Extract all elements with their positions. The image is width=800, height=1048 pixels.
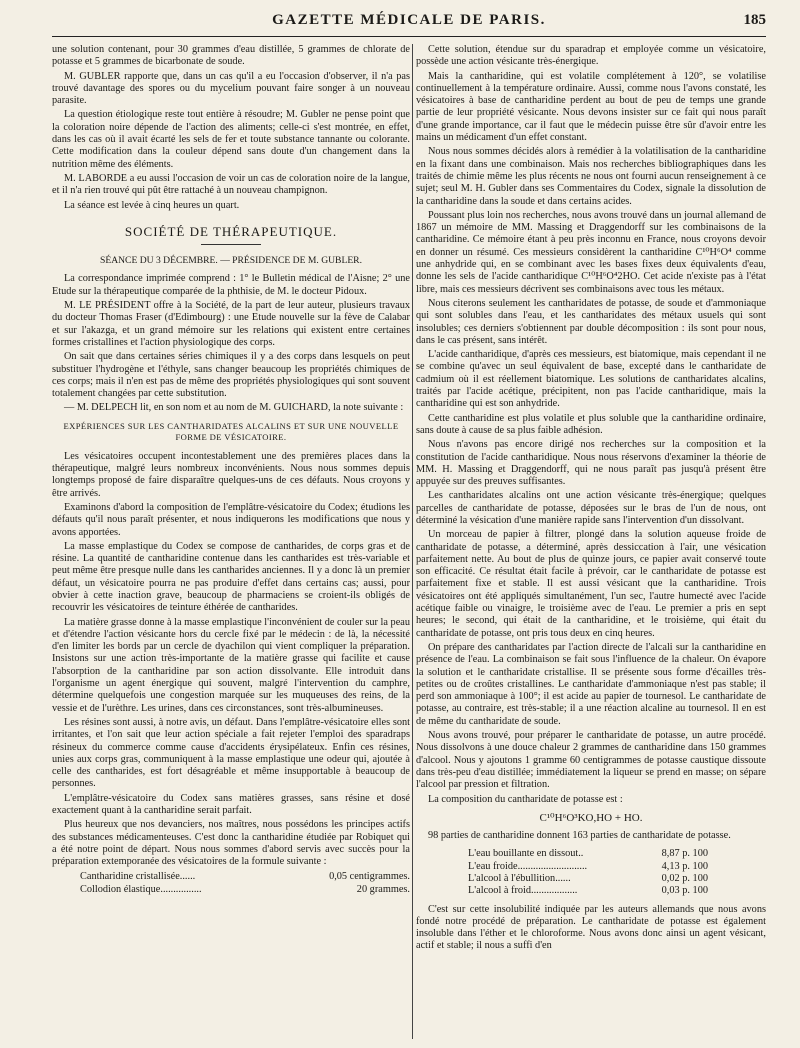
session-heading: SÉANCE DU 3 DÉCEMBRE. — PRÉSIDENCE DE M. GUBLER.: [100, 255, 362, 267]
paragraph: La composition du cantharidate de potasse est :: [428, 793, 623, 805]
paragraph: Mais la cantharidine, qui est volatile complétement à 120°, se volatilise continuellement à la température ordinaire. Aussi, comme nous l'avons constaté, les vésicatoires à base de cantharidine perdent au bout de peu de temps une grande partie de leur propriété vésicante. Nous devons insister sur ce fait qui nous paraît d'une grande importance, car il faut que le médecin puisse être sûr d'avoir entre les mains un médicament d'un effet constant.: [416, 70, 766, 144]
paragraph: Nous avons trouvé, pour préparer le cantharidate de potasse, un autre procédé. Nous dissolvons à une douce chaleur 2 grammes de cantharidine dans 150 grammes d'alcool. Nous y ajoutons 1 gramme 60 centigrammes de potasse caustique dissoute dans très-peu d'eau distillée; immédiatement la liqueur se prend en masse; on sépare l'alcool par pression et filtration.: [416, 730, 766, 791]
paragraph: On sait que dans certaines séries chimiques il y a des corps dans lesquels on peut substituer l'hydrogène et l'éthyle, sans changer beaucoup les propriétés chimiques de ces corps; mais il n'en est pas de même des propriétés physiologiques qui sont souvent totalement changées par cette substitution.: [52, 351, 410, 400]
formula-quantity: 20 grammes.: [356, 883, 410, 895]
running-title: GAZETTE MÉDICALE DE PARIS.: [272, 12, 546, 28]
paragraph: une solution contenant, pour 30 grammes d'eau distillée, 5 grammes de chlorate de potasse et 5 grammes de bicarbonate de soude.: [52, 44, 410, 68]
section-title: SOCIÉTÉ DE THÉRAPEUTIQUE.: [124, 223, 338, 239]
paragraph: Cette solution, étendue sur du sparadrap et employée comme un vésicatoire, possède une action vésicante très-énergique.: [416, 44, 766, 68]
paragraph: M. LE PRÉSIDENT offre à la Société, de la part de leur auteur, plusieurs travaux du docteur Thomas Fraser (d'Edimbourg) : une Etude nouvelle sur la fève de Calabar et sur l'akazga, et un grand mémoire sur les relations qui existent entre certaines formes cristallines et l'action physiologique des corps.: [52, 300, 410, 348]
left-column: [52, 44, 410, 1039]
page-header: [52, 10, 766, 37]
formula-ingredient: Collodion élastique................: [80, 883, 202, 895]
formula-row: [80, 884, 410, 896]
paragraph: M. LABORDE a eu aussi l'occasion de voir un cas de coloration noire de la langue, et il n'a rien trouvé qui pût être rattaché à un nouveau champignon.: [52, 172, 410, 197]
solvent-label: L'eau bouillante en dissout..: [468, 848, 584, 860]
article-title: EXPÉRIENCES SUR LES CANTHARIDATES ALCALINS ET SUR UNE NOUVELLE FORME DE VÉSICATOIRE.: [63, 420, 399, 442]
paragraph: La question étiologique reste tout entière à résoudre; M. Gubler ne pense point que la coloration noire dépende de l'action des aliments; celle-ci s'est montrée, en effet, dans les cas où il avait écarté les sels de fer et toute substance tannante ou colorante. Cette modification dans la couleur dépend sans doute d'un changement dans la nutrition même des éléments.: [52, 109, 410, 170]
paragraph: Poussant plus loin nos recherches, nous avons trouvé dans un journal allemand de 1867 un mémoire de MM. Massing et Draggendorff sur les combinaisons de la cantharidine. Ce mémoire étant à peu près inconnu en France, nous croyons devoir en donner un résumé. Ces messieurs considèrent la cantharidine C¹⁰H⁶O⁴ comme une anhydride qui, en se combinant avec les bases fixes deux équivalents d'eau, donne les sels de l'acide cantharidique C¹⁰H⁶O⁴2HO. Cet acide n'existe pas à l'état libre, mais ces messieurs décrivent ses combinaisons avec tous les métaux.: [416, 209, 766, 295]
solubility-row: [468, 873, 708, 885]
solvent-label: L'alcool à froid..................: [468, 885, 578, 897]
paragraph: Cette cantharidine est plus volatile et plus soluble que la cantharidine ordinaire, sans doute à cause de sa plus faible adhésion.: [416, 412, 766, 436]
formula-row: [80, 871, 410, 883]
paragraph: L'emplâtre-vésicatoire du Codex sans matières grasses, sans résine et dosé exactement quant à la cantharidine serait parfait.: [52, 792, 410, 817]
paragraph: Nous citerons seulement les cantharidates de potasse, de soude et d'ammoniaque qui sont solubles dans l'eau, et les cantharidates des métaux usuels qui sont insolubles; ces derniers s'obtiennent par double décomposition : ils sont pour nous, dans le cas présent, sans intérêt.: [416, 297, 766, 346]
solubility-row: [468, 861, 708, 873]
formula-quantity: 0,05 centigrammes.: [329, 870, 410, 882]
chemical-formula: C¹⁰H⁶O³KO,HO + HO.: [539, 811, 643, 824]
paragraph: On prépare des cantharidates par l'action directe de l'alcali sur la cantharidine en présence de l'eau. La combinaison se fait sous l'influence de la chaleur. On évapore la solution et le cantharidate cristallise. Il se présente sous forme d'écailles très-petites ou de croûtes cristallines. Le cantharidate d'ammoniaque n'est pas stable; il perd son ammoniaque à 100°; il est acide au papier de tournesol. Le cantharidate de potasse, au contraire, est très-stable; il a une réaction alcaline au tournesol. Il en est de même du cantharidate de soude.: [416, 641, 766, 727]
solvent-label: L'alcool à l'ébullition......: [468, 873, 571, 884]
paragraph: Les résines sont aussi, à notre avis, un défaut. Dans l'emplâtre-vésicatoire elles sont irritantes, et l'on sait que leur action spéciale a fait rejeter l'emploi des sparadraps résineux du commerce comme cause d'accidents érysipélateux. Enfin ces résines, unies aux corps gras, communiquent à la masse emplastique une odeur qui, ajoutée à celle des cantharides, est fort désagréable et même insupportable à beaucoup de personnes.: [52, 716, 410, 790]
paragraph: Les cantharidates alcalins ont une action vésicante très-énergique; quelques parcelles de cantharidate de potasse, déposées sur le bras de l'un de nous, ont déterminé la vésication d'une manière rapide sans l'intervention d'un dissolvant.: [416, 490, 766, 526]
formula-ingredient: Cantharidine cristallisée......: [80, 870, 196, 882]
paragraph: — M. DELPECH lit, en son nom et au nom de M. GUICHARD, la note suivante :: [64, 402, 404, 414]
solubility-row: [468, 848, 708, 860]
paragraph: Les vésicatoires occupent incontestablement une des premières places dans la thérapeutique, malgré leurs nombreux inconvénients. Nous nous sommes depuis longtemps proposé de faire disparaître quelques-uns de ces défauts. Nous croyons y être arrivés.: [52, 450, 410, 499]
solubility-value: 8,87 p. 100: [661, 848, 708, 860]
paragraph: La correspondance imprimée comprend : 1° le Bulletin médical de l'Aisne; 2° une Etude sur la thérapeutique comparée de la phthisie, de M. le docteur Pidoux.: [52, 273, 410, 297]
solubility-value: 0,03 p. 100: [661, 885, 708, 897]
solubility-value: 4,13 p. 100: [661, 860, 708, 872]
paragraph: Nous nous sommes décidés alors à remédier à la volatilisation de la cantharidine en la fixant dans une combinaison. Mais nos recherches bibliographiques dans les traités de chimie même les plus récents ne nous ont fourni aucun renseignement à ce sujet; seul M. H. Gubler dans ses Commentaires du Codex, signale la dissolution de la cantharidine dans la soude et dans certains acides.: [416, 146, 766, 207]
paragraph: Nous n'avons pas encore dirigé nos recherches sur la composition et la constitution de l'acide cantharidique. Nous nous réservons d'examiner la théorie de MM. H. Massing et Draggendorff, qui ne nous paraît pas jusqu'à présent être appuyée sur des preuves suffisantes.: [416, 439, 766, 488]
section-rule: [201, 244, 261, 245]
paragraph: C'est sur cette insolubilité indiquée par les auteurs allemands que nous avons fondé notre procédé de préparation. Le cantharidate de potasse est également insoluble dans l'éther et le chloroforme. Nous avons donc ainsi un agent vésicant, actif et stable; il nous a suffi d'en: [416, 903, 766, 952]
paragraph: La séance est levée à cinq heures un quart.: [64, 199, 240, 211]
right-column: [416, 44, 766, 1039]
solubility-row: [468, 885, 708, 897]
paragraph: M. GUBLER rapporte que, dans un cas qu'il a eu l'occasion d'observer, il n'a pas trouvé davantage des spores ou du mycelium pouvant faire songer à un nouveau parasite.: [52, 70, 410, 107]
paragraph: L'acide cantharidique, d'après ces messieurs, est biatomique, mais cependant il ne se combine qu'avec un seul équivalent de base, excepté dans le cantharidate de cadmium où il est réellement biatomique. Les solutions de cantharidates alcalins, traités par l'acide acétique, précipitent, non pas l'acide cantharidique, mais la cantharidine qui est son anhydride.: [416, 349, 766, 410]
paragraph: Un morceau de papier à filtrer, plongé dans la solution aqueuse froide de cantharidate de potasse, a déterminé, après dessiccation à l'air, une vésication parfaitement nette. Au bout de plus de quinze jours, ce papier avait conservé toute son efficacité. Ce résultat était facile à prévoir, car le cantharidate de potasse est parfaitement fixe et stable. Il est aussi vésicant que la cantharidine. Trois vésicatoires ont été appliqués simultanément, l'un sec, l'autre humecté avec l'acide acétique faible ou vinaigre, le troisième avec de l'eau. Le premier a pris en sept heures; le second, qui était de la cantharidine, et le troisième, qui était du cantharidate de potasse, ont pris tous deux en cinq heures.: [416, 529, 766, 639]
solubility-table: [468, 848, 766, 897]
column-divider: [412, 44, 413, 1039]
solubility-value: 0,02 p. 100: [661, 873, 708, 884]
paragraph: Examinons d'abord la composition de l'emplâtre-vésicatoire du Codex; étudions les défauts qu'il nous paraît présenter, et nous indiquerons les modifications que nous y avons apportées.: [52, 501, 410, 538]
page-number: 185: [743, 12, 766, 28]
solvent-label: L'eau froide...........................: [468, 860, 588, 872]
paragraph: Plus heureux que nos devanciers, nos maîtres, nous possédons les principes actifs des substances médicamenteuses. C'est donc la cantharidine étudiée par Robiquet qui a été notre point de départ. Nous nous sommes d'abord servis avec succès pour la préparation extemporanée des vésicatoires de la formule suivante :: [52, 819, 410, 868]
paragraph: La matière grasse donne à la masse emplastique l'inconvénient de couler sur la peau et d'étendre l'action vésicante hors du cercle fixé par le médecin : de là, la nécessité d'en limiter les bords par un cercle de dyachilon qui vient compliquer la préparation. Insistons sur une action très-importante de la matière grasse qui facilite et cause l'absorption de la cantharidine par son action dissolvante. Elle introduit dans l'organisme un agent énergique qui souvent, malgré l'intervention du camphre, détermine quelquefois une congestion marquée sur les muqueuses des reins, de la vessie et de l'urèthre. Les urines, dans ces circonstances, sont très-albumineuses.: [52, 616, 410, 714]
paragraph: 98 parties de cantharidine donnent 163 parties de cantharidate de potasse.: [428, 830, 731, 842]
paragraph: La masse emplastique du Codex se compose de cantharides, de corps gras et de résine. La quantité de cantharidine contenue dans les cantharides est très-variable et peut même être presque nulle dans les cantharides anciennes. Il y a donc là un premier défaut, un vésicatoire pourra ne pas produire d'effet dans certains cas; aussi, pour obvier à cette inaction grave, beaucoup de pharmaciens se croient-ils obligés de recouvrir les vésicatoires de teinture éthérée de cantharides.: [52, 540, 410, 614]
